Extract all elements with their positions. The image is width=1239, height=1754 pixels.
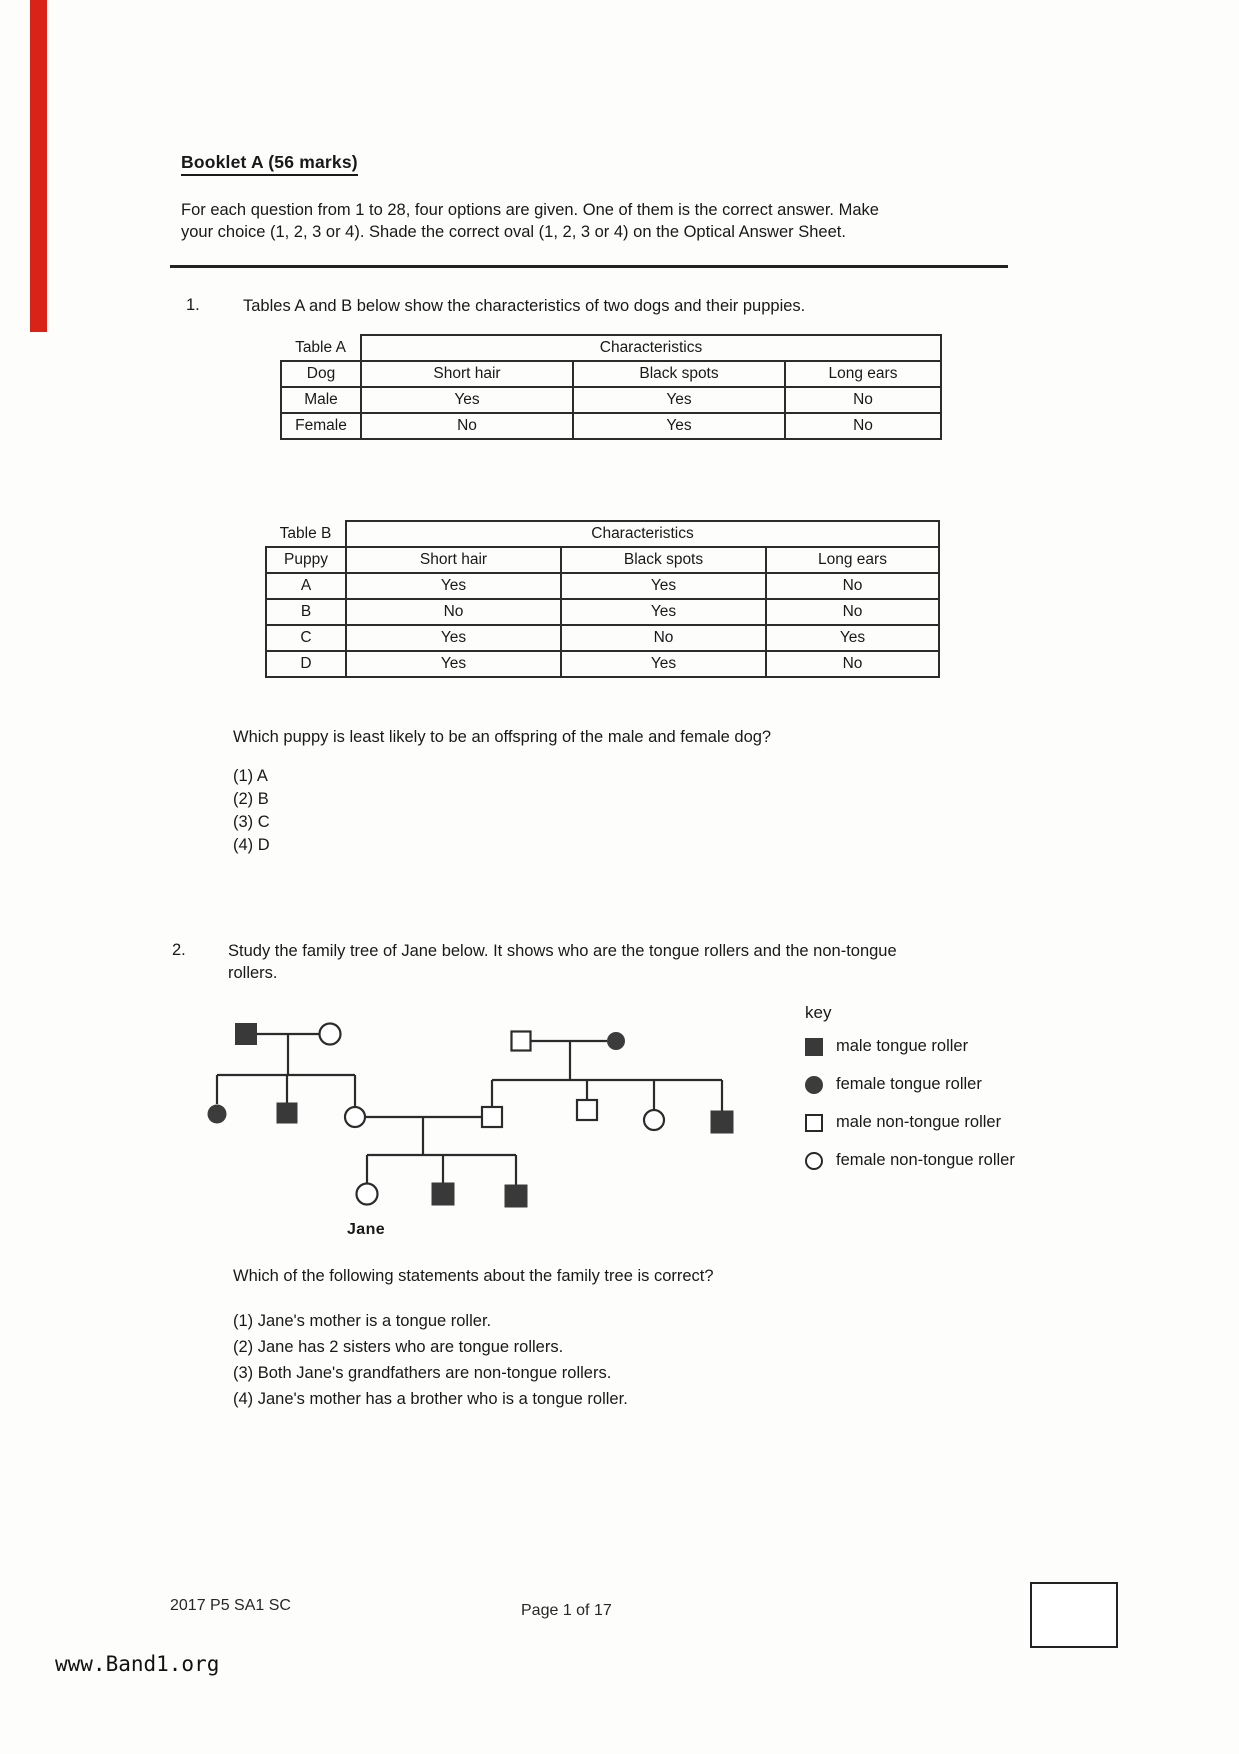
jane-label: Jane (347, 1221, 386, 1238)
table-b-col-0: Puppy (266, 547, 346, 573)
table-a-label: Table A (281, 335, 361, 361)
q1-number: 1. (186, 296, 200, 314)
q2-question: Which of the following statements about the family tree is correct? (233, 1267, 714, 1285)
table-a-span-row (281, 335, 941, 361)
table-b-cell: No (766, 651, 939, 677)
doc-code: 2017 P5 SA1 SC (170, 1597, 291, 1614)
left-grandfather-male-tongue-roller (235, 1023, 257, 1045)
left-grandmother-female-non-tongue-roller (320, 1024, 341, 1045)
right-grandmother-female-tongue-roller (607, 1032, 625, 1050)
q1-option-2: (2) B (233, 790, 269, 808)
q2-text-line-1: Study the family tree of Jane below. It shows who are the tongue rollers and the non-tongue (228, 942, 897, 960)
table-row (266, 573, 939, 599)
filled-square-icon (805, 1038, 823, 1056)
uncle-right-male-non-tongue-roller (577, 1100, 597, 1120)
table-a-cell: No (785, 413, 941, 439)
key-label: female non-tongue roller (836, 1151, 1015, 1169)
table-a-cell: No (785, 387, 941, 413)
table-b-cell: Yes (346, 625, 561, 651)
table-b-span-header: Characteristics (346, 521, 939, 547)
diagram-key (805, 1003, 1085, 1189)
table-a-col-3: Long ears (785, 361, 941, 387)
table-b-col-1: Short hair (346, 547, 561, 573)
table-a-cell: No (361, 413, 573, 439)
empty-square-icon (805, 1114, 823, 1132)
q1-options (233, 765, 270, 857)
table-b-cell: Yes (346, 651, 561, 677)
jane-female-non-tongue-roller (357, 1184, 378, 1205)
key-item (805, 1113, 1085, 1132)
key-label: female tongue roller (836, 1075, 982, 1093)
jane-mother-female-non-tongue-roller (345, 1107, 365, 1127)
key-label: male non-tongue roller (836, 1113, 1002, 1131)
key-item (805, 1151, 1085, 1170)
q2-option-4: (4) Jane's mother has a brother who is a tongue roller. (233, 1390, 628, 1408)
empty-circle-icon (805, 1152, 823, 1170)
q2-option-3: (3) Both Jane's grandfathers are non-tongue rollers. (233, 1364, 612, 1382)
aunt-right-female-non-tongue-roller (644, 1110, 664, 1130)
table-row (266, 651, 939, 677)
table-b-cell: Yes (561, 573, 766, 599)
q1-option-1: (1) A (233, 767, 268, 785)
q2-option-2: (2) Jane has 2 sisters who are tongue rollers. (233, 1338, 564, 1356)
table-a-cell: Female (281, 413, 361, 439)
table-row (281, 387, 941, 413)
q2-number: 2. (172, 941, 186, 959)
watermark: www.Band1.org (55, 1652, 220, 1676)
table-b-cell: Yes (346, 573, 561, 599)
table-row (281, 413, 941, 439)
q2-option-1: (1) Jane's mother is a tongue roller. (233, 1312, 492, 1330)
section-divider (170, 265, 1008, 268)
table-b (265, 520, 940, 678)
instructions-line-1: For each question from 1 to 28, four options are given. One of them is the correct answer. Make (181, 201, 879, 219)
table-b-cell: No (561, 625, 766, 651)
instructions-line-2: your choice (1, 2, 3 or 4). Shade the correct oval (1, 2, 3 or 4) on the Optical Answer Sheet. (181, 222, 846, 241)
table-row (266, 625, 939, 651)
table-b-cell: Yes (561, 651, 766, 677)
page-number: Page 1 of 17 (521, 1602, 612, 1619)
table-a-span-header: Characteristics (361, 335, 941, 361)
jane-father-male-non-tongue-roller (482, 1107, 502, 1127)
instructions (181, 200, 1021, 243)
table-b-cell: No (346, 599, 561, 625)
filled-circle-icon (805, 1076, 823, 1094)
table-b-cell: B (266, 599, 346, 625)
table-a-col-0: Dog (281, 361, 361, 387)
table-a-cell: Male (281, 387, 361, 413)
family-tree-diagram (150, 1000, 750, 1250)
q1-option-4: (4) D (233, 836, 270, 854)
q1-option-3: (3) C (233, 813, 270, 831)
q1-text: Tables A and B below show the characteristics of two dogs and their puppies. (243, 297, 806, 315)
table-row (266, 599, 939, 625)
table-b-cell: D (266, 651, 346, 677)
key-title: key (805, 1003, 832, 1022)
booklet-title: Booklet A (56 marks) (181, 152, 358, 176)
table-a-header-row (281, 361, 941, 387)
jane-brother-2-male-tongue-roller (505, 1185, 528, 1208)
right-grandfather-male-non-tongue-roller (512, 1032, 531, 1051)
table-b-cell: A (266, 573, 346, 599)
q1-question: Which puppy is least likely to be an offspring of the male and female dog? (233, 728, 772, 746)
table-b-cell: Yes (561, 599, 766, 625)
table-a-col-2: Black spots (573, 361, 785, 387)
q2-options (233, 1308, 628, 1412)
table-a-cell: Yes (573, 387, 785, 413)
table-b-cell: No (766, 573, 939, 599)
q2-text (228, 941, 1038, 984)
key-item (805, 1075, 1085, 1094)
table-b-col-3: Long ears (766, 547, 939, 573)
key-label: male tongue roller (836, 1037, 969, 1055)
table-b-cell: Yes (766, 625, 939, 651)
table-b-header-row (266, 547, 939, 573)
table-b-cell: No (766, 599, 939, 625)
table-a (280, 334, 942, 440)
table-b-label: Table B (266, 521, 346, 547)
aunt-left-female-tongue-roller (208, 1105, 227, 1124)
q2-text-line-2: rollers. (228, 963, 278, 982)
table-b-cell: C (266, 625, 346, 651)
table-b-col-2: Black spots (561, 547, 766, 573)
uncle-right-male-tongue-roller (711, 1111, 734, 1134)
table-a-cell: Yes (361, 387, 573, 413)
uncle-left-male-tongue-roller (277, 1103, 298, 1124)
key-item (805, 1037, 1085, 1056)
marks-box (1030, 1582, 1118, 1648)
jane-brother-1-male-tongue-roller (432, 1183, 455, 1206)
table-b-span-row (266, 521, 939, 547)
table-a-cell: Yes (573, 413, 785, 439)
table-a-col-1: Short hair (361, 361, 573, 387)
